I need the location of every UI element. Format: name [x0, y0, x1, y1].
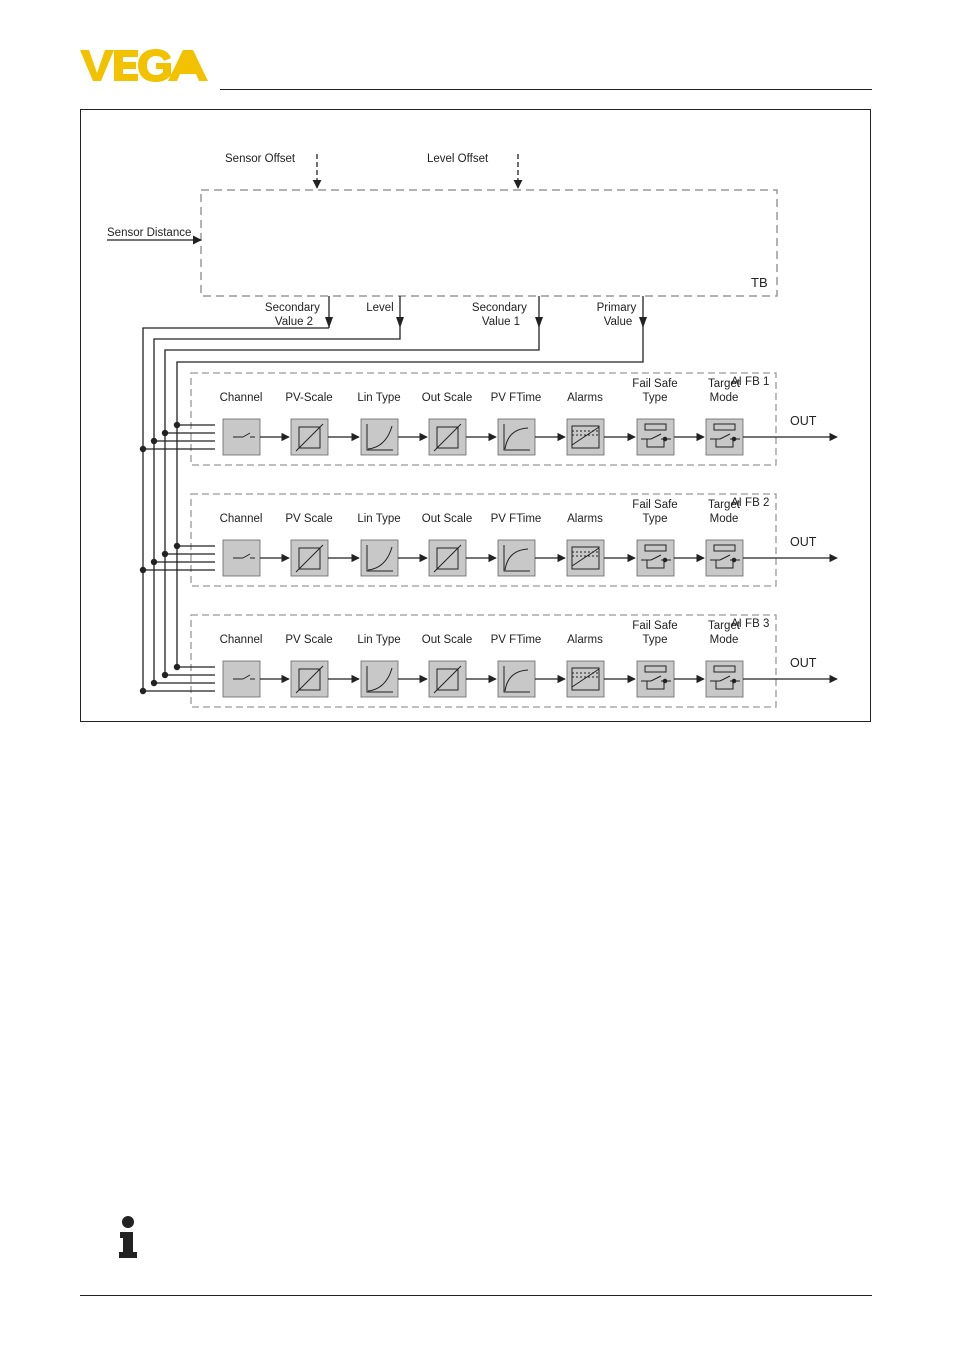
- stage-label-line: PV FTime: [490, 513, 542, 525]
- stage-label-line: Type: [642, 634, 668, 646]
- stage-label: [708, 378, 741, 404]
- stage-label: [422, 513, 473, 525]
- vega-logo: [80, 48, 212, 84]
- sensor-distance-label: Sensor Distance: [107, 227, 192, 239]
- stage-label-line: Alarms: [567, 513, 603, 525]
- stage-label: [357, 513, 400, 525]
- ai-fb-box: [191, 494, 776, 586]
- level-offset-label: Level Offset: [427, 153, 489, 165]
- stage-label-line: Channel: [219, 392, 263, 404]
- stage-label: [567, 392, 603, 404]
- bus-secondary-value-1: [165, 328, 539, 672]
- bus-junction: [162, 672, 168, 678]
- secondary-value-2-arrowhead: [325, 317, 333, 328]
- stage-label: [220, 392, 263, 404]
- stage-label-line: Channel: [219, 513, 263, 525]
- ai-fb-3: [140, 615, 837, 707]
- stage-label-line: Alarms: [567, 634, 603, 646]
- stage-label-line: Target: [708, 378, 740, 390]
- stage-label: [285, 513, 332, 525]
- out-label: OUT: [790, 656, 817, 670]
- stage-label: [567, 513, 603, 525]
- bus-junction: [140, 688, 146, 694]
- stage-label: [491, 634, 542, 646]
- stage-label-line: Target: [708, 499, 740, 511]
- stage-label-line: Target: [708, 620, 740, 632]
- stage-label: [567, 634, 603, 646]
- stage-block: [567, 540, 604, 576]
- ai-fb-1: [140, 373, 837, 465]
- bus-junction: [151, 680, 157, 686]
- bus-junction: [162, 551, 168, 557]
- bus-junction: [174, 422, 180, 428]
- stage-label-line: Type: [642, 392, 668, 404]
- fb-groups: [140, 373, 837, 707]
- stage-label-line: Mode: [709, 392, 739, 404]
- info-icon: [116, 1214, 140, 1258]
- stage-label-line: Alarms: [567, 392, 603, 404]
- bus-junction: [162, 430, 168, 436]
- level-label: Level: [366, 302, 394, 314]
- stage-label: [422, 392, 473, 404]
- diagram-frame: [80, 109, 871, 722]
- stage-label-line: Channel: [219, 634, 263, 646]
- sensor-offset-label: Sensor Offset: [225, 153, 296, 165]
- stage-label-line: Fail Safe: [632, 378, 678, 390]
- stage-label-line: Mode: [709, 513, 739, 525]
- stage-label-line: PV FTime: [490, 634, 542, 646]
- stage-label-line: PV FTime: [490, 392, 542, 404]
- stage-label: [491, 513, 542, 525]
- bus-junction: [151, 559, 157, 565]
- stage-label: [708, 499, 741, 525]
- stage-label: [285, 634, 332, 646]
- out-label: OUT: [790, 414, 817, 428]
- stage-label-line: PV-Scale: [285, 392, 333, 404]
- bus-junction: [140, 567, 146, 573]
- stage-label-line: Out Scale: [421, 634, 473, 646]
- tb-label: TB: [751, 275, 768, 290]
- ai-fb-label: AI FB 2: [731, 497, 770, 509]
- stage-label-line: Fail Safe: [632, 620, 678, 632]
- ai-fb-box: [191, 615, 776, 707]
- tb-box: [201, 190, 777, 296]
- stage-label: [422, 634, 473, 646]
- stage-label-line: Fail Safe: [632, 499, 678, 511]
- secondary-value-1-label: Secondary Value 1: [471, 302, 527, 328]
- stage-label: [220, 513, 263, 525]
- stage-label: [220, 634, 263, 646]
- stage-label-line: Out Scale: [421, 513, 473, 525]
- stage-block: [567, 419, 604, 455]
- bus-junction: [174, 664, 180, 670]
- stage-label-line: Type: [642, 513, 668, 525]
- stage-label-line: Lin Type: [357, 513, 401, 525]
- stage-label: [632, 499, 677, 525]
- footer-rule: [80, 1295, 872, 1296]
- header-rule: [220, 89, 872, 90]
- stage-label: [632, 378, 677, 404]
- stage-label: [285, 392, 332, 404]
- ai-fb-box: [191, 373, 776, 465]
- stage-label: [357, 634, 400, 646]
- secondary-value-1-arrowhead: [535, 317, 543, 328]
- stage-label: [632, 620, 677, 646]
- stage-label: [357, 392, 400, 404]
- stage-label: [491, 392, 542, 404]
- stage-label-line: PV Scale: [285, 513, 333, 525]
- stage-label-line: PV Scale: [285, 634, 333, 646]
- stage-label-line: Lin Type: [357, 392, 401, 404]
- primary-value-arrowhead: [639, 317, 647, 328]
- vega-wordmark: [80, 49, 208, 82]
- primary-value-label: Primary Value: [596, 302, 637, 328]
- bus-junction: [174, 543, 180, 549]
- ai-fb-label: AI FB 3: [731, 618, 770, 630]
- bus-junction: [140, 446, 146, 452]
- ai-fb-2: [140, 494, 837, 586]
- ai-fb-label: AI FB 1: [731, 376, 770, 388]
- stage-label: [708, 620, 741, 646]
- level-arrowhead: [396, 317, 404, 328]
- stage-label-line: Out Scale: [421, 392, 473, 404]
- stage-label-line: Mode: [709, 634, 739, 646]
- stage-label-line: Lin Type: [357, 634, 401, 646]
- secondary-value-2-label: Secondary Value 2: [264, 302, 320, 328]
- bus-junction: [151, 438, 157, 444]
- stage-block: [567, 661, 604, 697]
- out-label: OUT: [790, 535, 817, 549]
- function-block-diagram: [81, 110, 872, 723]
